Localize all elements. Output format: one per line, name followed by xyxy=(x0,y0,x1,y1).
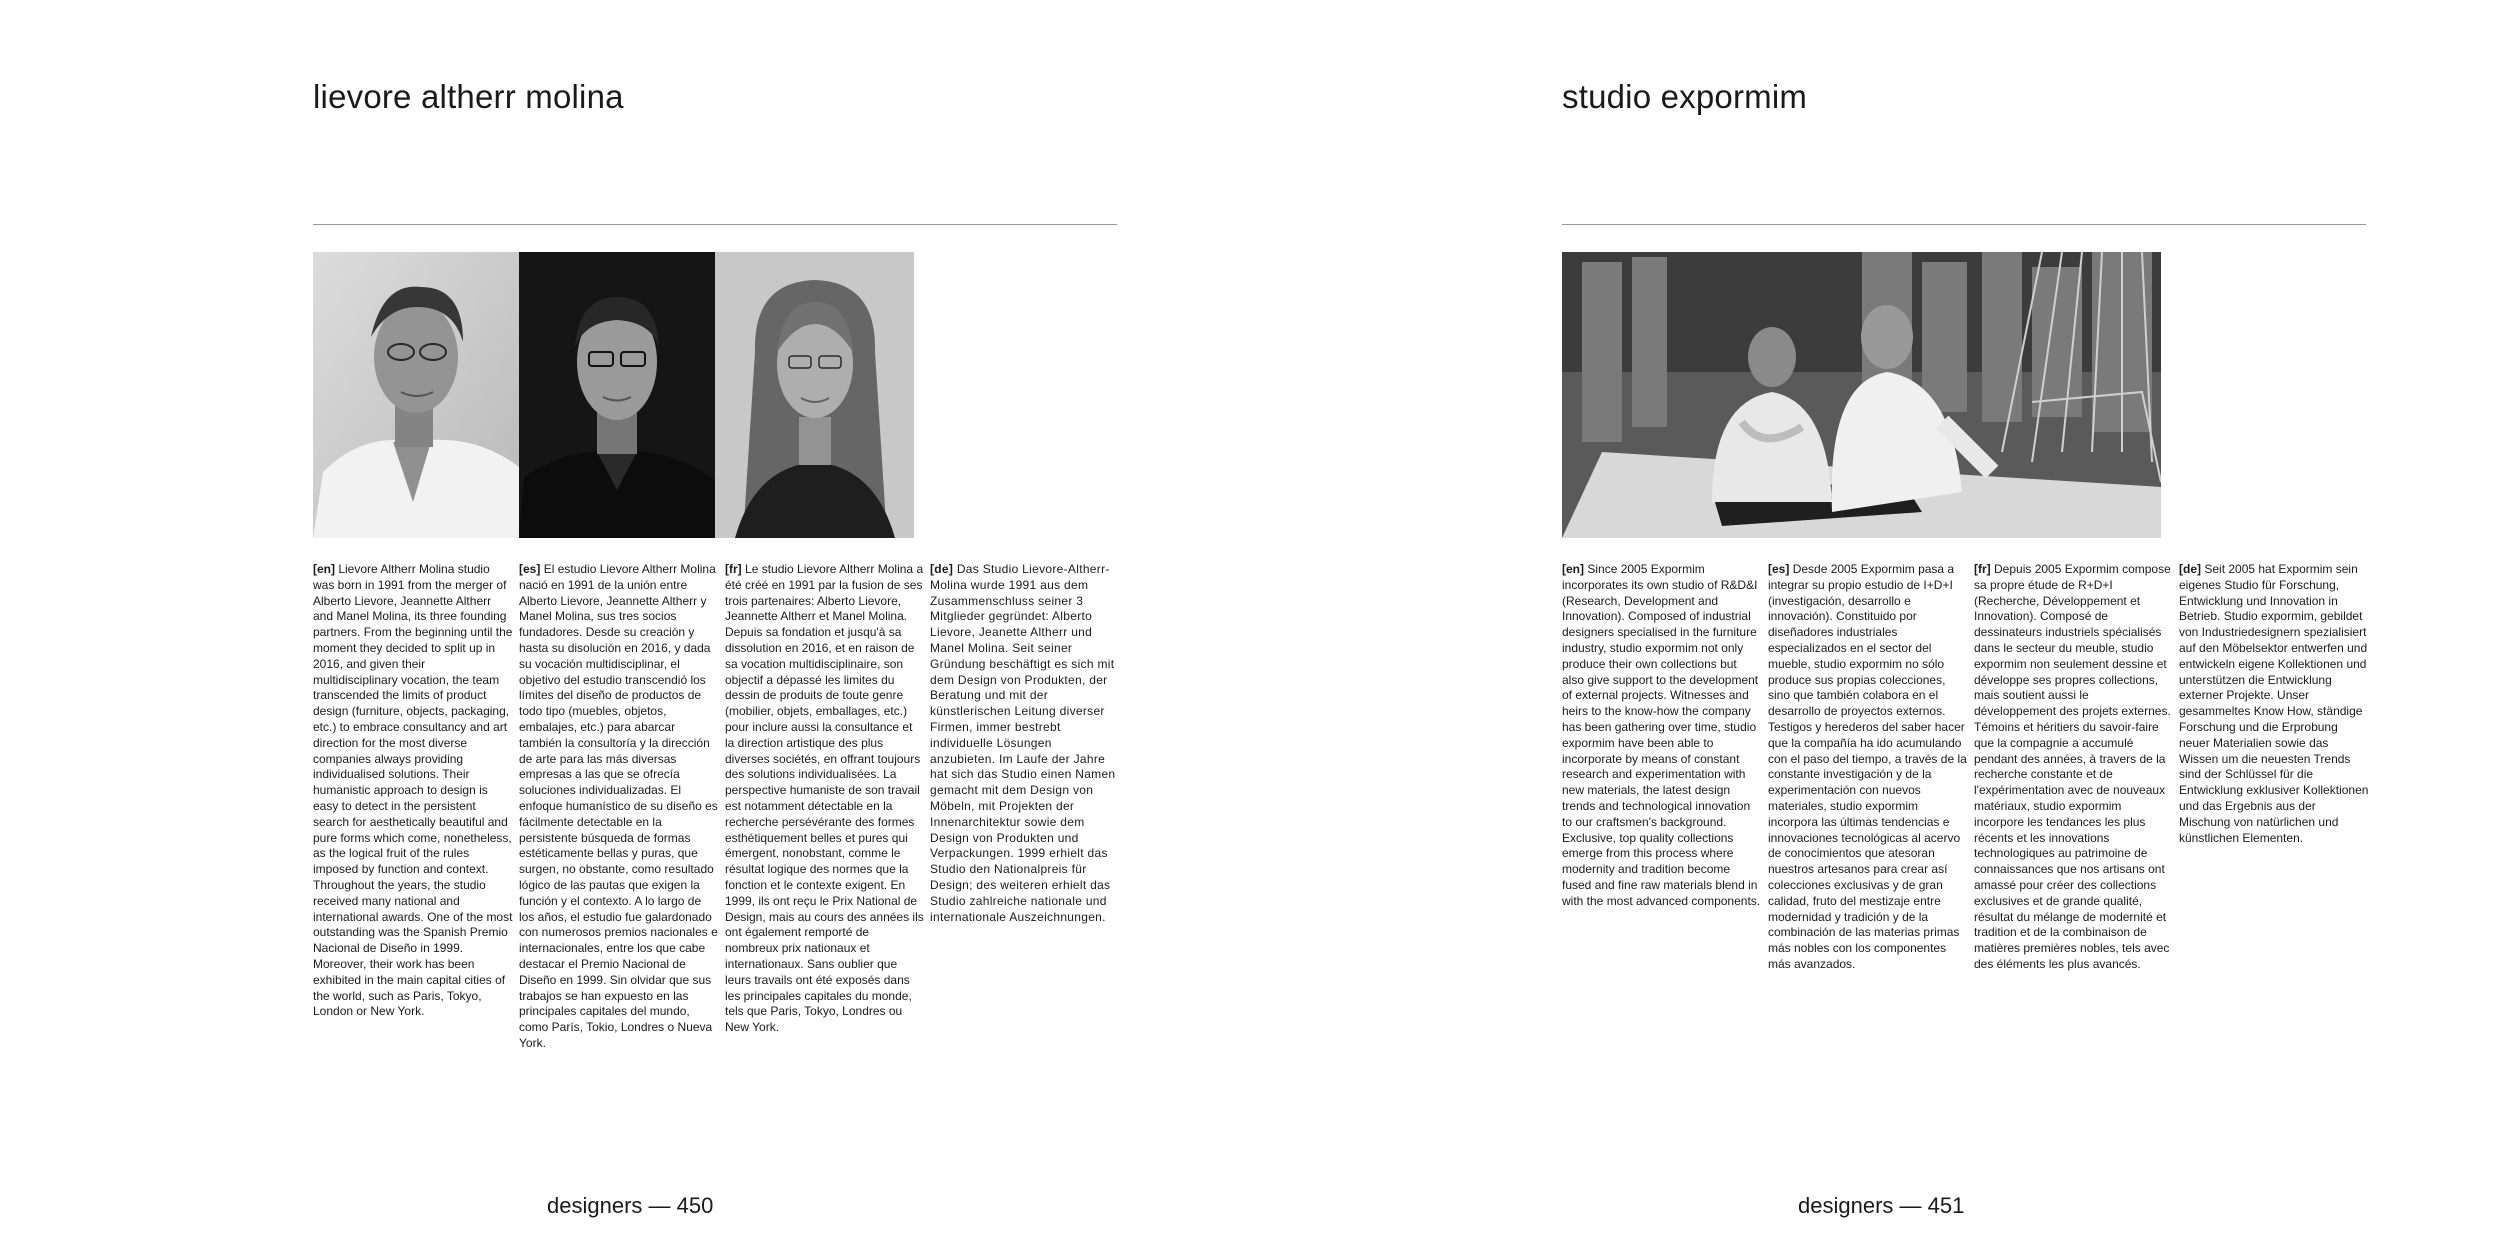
language-label: [en] xyxy=(1562,562,1584,576)
bio-text: Since 2005 Expormim incorporates its own studio of R&D&I (Research, Development and Innovation). Composed of industrial designers specialised in the furniture industry, studio expormim not only produce their own collections but also give support to the development of external projects. Witnesses and heirs to the know-how the company has been gathering over time, studio expormim have been able to incorporate by means of constant research and experimentation with new materials, the latest design trends and technological innovation to our craftsmen's background. Exclusive, top quality collections emerge from this process where modernity and tradition become fused and fine raw materials blend in with the most advanced components. xyxy=(1562,562,1761,908)
bio-text: El estudio Lievore Altherr Molina nació en 1991 de la unión entre Alberto Lievore, Jeannette Altherr y Manel Molina, sus tres socios fundadores. Desde su creación y hasta su disolución en 2016, y dada su vocación multidisciplinar, el objetivo del estudio transcendió los límites del diseño de productos de todo tipo (muebles, objetos, embalajes, etc.) para abarcar también la consultoría y la dirección de arte para las más diversas empresas a las que se ofrecía soluciones individualizadas. El enfoque humanístico de su diseño es fácilmente detectable en la persistente búsqueda de formas estéticamente bellas y puras, que surgen, no obstante, como resultado lógico de las pautas que exigen la función y el contexto. A lo largo de los años, el estudio fue galardonado con numerosos premios nacionales e internacionales, entre los que cabe destacar el Premio Nacional de Diseño en 1999. Sin olvidar que sus trabajos se han expuesto en las principales capitales del mundo, como París, Tokio, Londres o Nueva York. xyxy=(519,562,718,1050)
bio-column-en xyxy=(313,562,513,1020)
bio-column-en xyxy=(1562,562,1762,910)
language-label: [es] xyxy=(519,562,541,576)
bio-column-de xyxy=(930,562,1120,925)
language-label: [de] xyxy=(930,562,954,576)
bio-column-de xyxy=(2179,562,2369,846)
left-page xyxy=(0,0,1249,1250)
language-label: [de] xyxy=(2179,562,2201,576)
bio-column-es xyxy=(519,562,719,1052)
page-title: studio expormim xyxy=(1562,78,1808,115)
workshop-photo xyxy=(1562,252,2161,538)
title-divider xyxy=(1562,224,2366,225)
title-divider xyxy=(313,224,1117,225)
bio-text: Le studio Lievore Altherr Molina a été créé en 1991 par la fusion de ses trois partenaires: Alberto Lievore, Jeannette Altherr et Manel Molina. Depuis sa fondation et jusqu'à sa dissolution en 2016, et en raison de sa vocation multidisciplinaire, son objectif a dépassé les limites du dessin de produits de toute genre (mobilier, objets, emballages, etc.) pour inclure aussi la consultance et la direction artistique des plus diverses sociétés, en offrant toujours des solutions individualisées. La perspective humaniste de son travail est notamment détectable en la recherche persévérante des formes esthétiquement belles et pures qui émergent, nonobstant, comme le résultat logique des normes que la fonction et le contexte exigent. En 1999, ils ont reçu le Prix National de Design, mais au cours des années ils ont également remporté de nombreux prix nationaux et internationaux. Sans oublier que leurs travails ont été exposés dans les principales capitales du monde, tels que Paris, Tokyo, Londres ou New York. xyxy=(725,562,924,1035)
bio-text: Depuis 2005 Expormim compose sa propre étude de R+D+I (Recherche, Développement et Innovation). Composé de dessinateurs industriels spécialisés dans le secteur du meuble, studio expormim non seulement dessine et développe ses propres collections, mais soutient aussi le développement des projets externes. Témoins et héritiers du savoir-faire que la compagnie a accumulé pendant des années, à travers de la recherche constante et de l'expérimentation avec de nouveaux matériaux, studio expormim incorpore les tendances les plus récents et les innovations technologiques au patrimoine de connaissances que nos artisans ont amassé pour créer des collections exclusives et de grande qualité, résultat du mélange de modernité et tradition et de la combinaison de matières premières nobles, tels avec des éléments les plus avancés. xyxy=(1974,562,2171,971)
right-page xyxy=(1250,0,2499,1250)
bio-text: Seit 2005 hat Expormim sein eigenes Studio für Forschung, Entwicklung und Innovation in Betrieb. Studio expormim, gebildet von Industriedesignern spezialisiert auf den Möbelsektor entwerfen und entwickeln eigene Kollektionen und unterstützen die Entwicklung externer Projekte. Unser gesammeltes Know How, ständige Forschung und die Erprobung neuer Materialien sowie das Wissen um die neuesten Trends sind der Schlüssel für die Entwicklung exklusiver Kollektionen und das Ergebnis aus der Mischung von natürlichen und künstlichen Elementen. xyxy=(2179,562,2369,845)
page-title: lievore altherr molina xyxy=(313,78,624,115)
language-label: [fr] xyxy=(1974,562,1991,576)
bio-text: Lievore Altherr Molina studio was born in 1991 from the merger of Alberto Lievore, Jeannette Altherr and Manel Molina, its three founding partners. From the beginning until the moment they decided to split up in 2016, and given their multidisciplinary vocation, the team transcended the limits of product design (furniture, objects, packaging, etc.) to embrace consultancy and art direction for the most diverse companies always providing individualised solutions. Their humanistic approach to design is easy to detect in the persistent search for aesthetically beautiful and pure forms which come, nonetheless, as the logical fruit of the rules imposed by function and context. Throughout the years, the studio received many national and international awards. One of the most outstanding was the Spanish Premio Nacional de Diseño in 1999. Moreover, their work has been exhibited in the main capital cities of the world, such as Paris, Tokyo, London or New York. xyxy=(313,562,513,1019)
bio-column-fr xyxy=(725,562,925,1036)
portrait-photo-3 xyxy=(715,252,914,538)
bio-column-fr xyxy=(1974,562,2174,973)
page-footer: designers — 451 xyxy=(1798,1193,1965,1218)
bio-text: Desde 2005 Expormim pasa a integrar su propio estudio de I+D+I (investigación, desarrollo e innovación). Constituido por diseñadores industriales especializados en el sector del mueble, studio expormim no sólo produce sus propias colecciones, sino que también colabora en el desarrollo de proyectos externos. Testigos y herederos del saber hacer que la compañía ha ido acumulando con el paso del tiempo, a través de la constante investigación y de la experimentación con nuevos materiales, studio expormim incorpora las últimas tendencias e innovaciones tecnológicas al acervo de conocimientos que atesoran nuestros artesanos para crear así colecciones exclusivas y de gran calidad, fruto del mestizaje entre modernidad y tradición y de la combinación de las materias primas más nobles con los componentes más avanzados. xyxy=(1768,562,1967,971)
bio-column-es xyxy=(1768,562,1968,973)
language-label: [fr] xyxy=(725,562,742,576)
page-footer: designers — 450 xyxy=(547,1193,714,1218)
language-label: [en] xyxy=(313,562,335,576)
bio-text: Das Studio Lievore-Altherr-Molina wurde 1991 aus dem Zusammenschluss seiner 3 Mitglieder gegründet: Alberto Lievore, Jeanette Altherr und Manel Molina. Seit seiner Gründung beschäftigt es sich mit dem Design von Produkten, der Beratung und mit der künstlerischen Leitung diverser Firmen, immer bestrebt individuelle Lösungen anzubieten. Im Laufe der Jahre hat sich das Studio einen Namen gemacht mit dem Design von Möbeln, mit Projekten der Innenarchitektur sowie dem Design von Produkten und Verpackungen. 1999 erhielt das Studio den Nationalpreis für Design; des weiteren erhielt das Studio zahlreiche nationale und internationale Auszeichnungen. xyxy=(930,562,1116,924)
portrait-photo-2 xyxy=(519,252,715,538)
language-label: [es] xyxy=(1768,562,1790,576)
portrait-photo-1 xyxy=(313,252,519,538)
